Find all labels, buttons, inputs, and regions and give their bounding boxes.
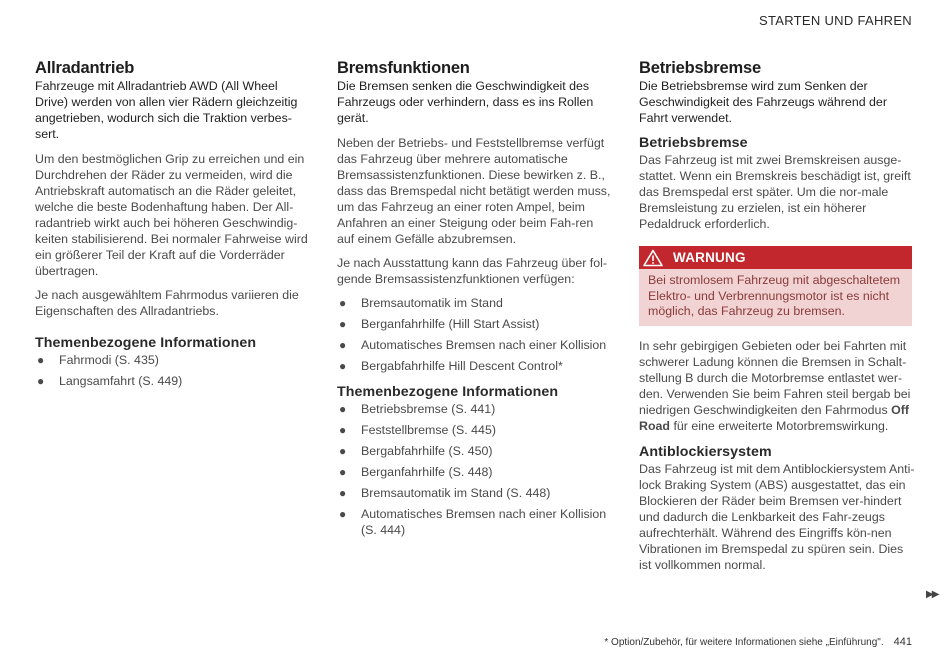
list-item: ● Automatisches Bremsen nach einer Kollision	[339, 338, 607, 352]
next-page-arrows-icon[interactable]: ▶▶	[926, 589, 938, 600]
page-number: 441	[893, 636, 912, 648]
bullet-icon: ●	[339, 507, 347, 521]
related-link[interactable]: ● Bremsautomatik im Stand (S. 448)	[339, 486, 551, 500]
heading-allradantrieb: Allradantrieb	[35, 59, 135, 77]
column-allradantrieb	[35, 58, 310, 399]
paragraph: Je nach ausgewähltem Fahrmodus variieren die Eigenschaften des Allradantriebs.	[35, 288, 299, 318]
warning-text: Bei stromlosem Fahrzeug mit abgeschaltetem Elektro- und Verbrennungsmotor ist es nicht möglich, das Fahrzeug zu bremsen.	[639, 269, 912, 326]
related-info-heading: Themenbezogene Informationen	[337, 384, 559, 400]
heading-bremsfunktionen: Bremsfunktionen	[337, 59, 470, 77]
footer	[604, 636, 912, 648]
warning-label: WARNUNG	[673, 250, 746, 265]
related-link[interactable]: ● Langsamfahrt (S. 449)	[37, 374, 183, 388]
related-link[interactable]: ● Feststellbremse (S. 445)	[339, 423, 496, 437]
bullet-icon: ●	[339, 402, 347, 416]
bullet-icon: ●	[339, 296, 347, 310]
lead-betriebsbremse: Die Betriebsbremse wird zum Senken der Geschwindigkeit des Fahrzeugs während der Fahrt verwendet.	[639, 79, 887, 125]
paragraph: Das Fahrzeug ist mit dem Antiblockiersystem Anti-lock Braking System (ABS) ausgestattet, das ein Blockieren der Räder beim Bremsen ver-hindert und dadurch die Lenkbarkeit des Fahr-zeugs aufrechterhält. Während des Eingriffs kön-nen Vibrationen im Bremspedal zu spüren sein. Dies ist vollkommen normal.	[639, 461, 915, 572]
section-header: STARTEN UND FAHREN	[759, 13, 912, 28]
related-link[interactable]: ● Automatisches Bremsen nach einer Kollision (S. 444)	[339, 507, 607, 537]
heading-betriebsbremse: Betriebsbremse	[639, 59, 761, 77]
list-item: ● Berganfahrhilfe (Hill Start Assist)	[339, 317, 540, 331]
features-list	[337, 295, 612, 374]
paragraph: Das Fahrzeug ist mit zwei Bremskreisen ausge-stattet. Wenn ein Bremskreis beschädigt ist, greift das Bremspedal erst später. Um die nor-male Bremsleistung zu erzielen, ist ein höherer Pedaldruck erforderlich.	[639, 153, 911, 231]
bullet-icon: ●	[339, 486, 347, 500]
bullet-icon: ●	[37, 374, 45, 388]
bullet-icon: ●	[339, 465, 347, 479]
list-item: ● Bremsautomatik im Stand	[339, 296, 503, 310]
lead-allradantrieb: Fahrzeuge mit Allradantrieb AWD (All Wheel Drive) werden von allen vier Rädern gleichzeitig angetrieben, wodurch sich die Traktion verbes-sert.	[35, 79, 298, 141]
column-bremsfunktionen	[337, 58, 612, 548]
bullet-icon: ●	[339, 444, 347, 458]
subheading-abs: Antiblockiersystem	[639, 443, 772, 460]
related-link[interactable]: ● Fahrmodi (S. 435)	[37, 353, 159, 367]
related-info-heading: Themenbezogene Informationen	[35, 335, 257, 351]
bullet-icon: ●	[339, 423, 347, 437]
list-item: ● Bergabfahrhilfe Hill Descent Control*	[339, 359, 563, 373]
related-links-list	[35, 352, 310, 389]
bullet-icon: ●	[339, 359, 347, 373]
lead-bremsfunktionen: Die Bremsen senken die Geschwindigkeit des Fahrzeugs oder verhindern, dass es ins Rollen gerät.	[337, 79, 594, 125]
subheading-betriebsbremse: Betriebsbremse	[639, 135, 748, 151]
related-links-list	[337, 401, 612, 538]
bullet-icon: ●	[339, 338, 347, 352]
warning-triangle-icon	[643, 249, 663, 267]
drive-mode-name: Off Road	[639, 402, 909, 433]
warning-header	[639, 246, 912, 269]
column-betriebsbremse	[639, 58, 916, 581]
bullet-icon: ●	[339, 317, 347, 331]
warning-box	[639, 246, 912, 326]
paragraph: Neben der Betriebs- und Feststellbremse verfügt das Fahrzeug über mehrere automatische Bremsassistenzfunktionen. Diese bewirken z. B., dass das Bremspedal nicht betätigt werden muss, um das Fahrzeug an einer roten Ampel, beim Anfahren an einer Steigung oder beim Fah-ren auf einem Gefälle abzubremsen.	[337, 136, 611, 246]
paragraph: Je nach Ausstattung kann das Fahrzeug über fol-gende Bremsassistenzfunktionen verfügen:	[337, 256, 608, 286]
paragraph: Um den bestmöglichen Grip zu erreichen und ein Durchdrehen der Räder zu vermeiden, wird die Antriebskraft automatisch an die Räder geleitet, welche die beste Bodenhaftung haben. Der All-radantrieb wirkt auch bei höheren Geschwindig-keiten stabilisierend. Bei normaler Fahrweise wird ein größerer Teil der Kraft auf die Vorderräder übertragen.	[35, 152, 308, 278]
related-link[interactable]: ● Berganfahrhilfe (S. 448)	[339, 465, 493, 479]
bullet-icon: ●	[37, 353, 45, 367]
footnote: * Option/Zubehör, für weitere Informationen siehe „Einführung".	[604, 637, 884, 648]
related-link[interactable]: ● Bergabfahrhilfe (S. 450)	[339, 444, 493, 458]
related-link[interactable]: ● Betriebsbremse (S. 441)	[339, 402, 496, 416]
paragraph-mountain: In sehr gebirgigen Gebieten oder bei Fahrten mit schwerer Ladung können die Bremsen in Schalt-stellung B durch die Motorbremse entlastet wer-den. Verwenden Sie beim Fahren steil bergab bei niedrigen Geschwindigkeiten den Fahrmodus Off Road für eine erweiterte Motorbremswirkung.	[639, 338, 911, 433]
